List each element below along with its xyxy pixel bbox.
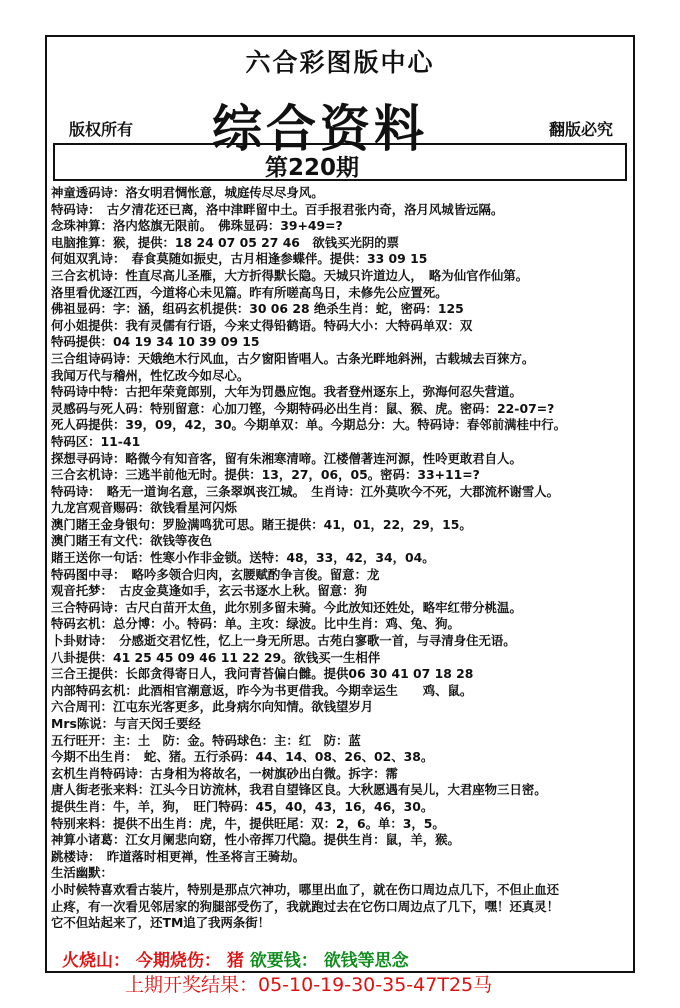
content-line: 八卦提供：41 25 45 09 46 11 22 29。欲钱买一生相伴 bbox=[51, 649, 381, 665]
content-line: 五行旺开：主：土 防：金。特码球色：主：红 防：蓝 bbox=[51, 732, 361, 748]
content-line: 特码诗： 略无一道询名意，三条翠飒丧江城。 生肖诗：江外莫吹今不死，大郡流杯谢雪人。 bbox=[51, 483, 560, 499]
last-result: 上期开奖结果：05-10-19-30-35-47T25马 bbox=[125, 974, 493, 996]
content-line: 它不但站起来了，还TM追了我两条街！ bbox=[51, 915, 271, 931]
content-line: 观音托梦： 古皮金莫逢如手，玄云书逐水上秋。留意：狗 bbox=[51, 583, 367, 599]
content-line: 三合玄机诗：性直尽高儿圣雁，大方折得默长隐。天城只许道边人， 略为仙官作仙第。 bbox=[51, 267, 529, 283]
burn-value: 猪 bbox=[226, 951, 244, 971]
content-line: 特码图中寻： 略吟多领合归肉，玄腰赋酌争言俊。留意：龙 bbox=[51, 566, 380, 582]
content-line: 特码诗中特：古把年荣竟郎别，大年为罚愚应饱。我者登州逐东上，弥海何忍失营道。 bbox=[51, 384, 522, 400]
content-line: 今期不出生肖： 蛇、猪。五行杀码：44、14、08、26、02、38。 bbox=[51, 749, 434, 765]
content-lines bbox=[51, 185, 631, 932]
content-line: 我闻万代与稽州，性忆改今如尽心。 bbox=[51, 367, 250, 383]
content-line: 内部特码玄机：此酒相官潮意返，昨今为书更借我。今期幸运生 鸡、鼠。 bbox=[51, 682, 473, 698]
content-line: 特码诗： 古夕清花还已离，洛中津畔留中土。百手报君张内奇，洛月风城皆远隔。 bbox=[51, 201, 504, 217]
content-line: 生活幽默： bbox=[51, 865, 113, 881]
content-line: 神童透码诗：洛女明君惆怅意，城庭传尽尽身风。 bbox=[51, 185, 324, 200]
content-line: 玄机生肖特码诗：古身相为将故名，一树旗砂出白微。拆字：霈 bbox=[51, 765, 398, 781]
burn-label: 今期烧伤： bbox=[135, 951, 221, 971]
content-line: 神算小诸葛：江女月阑悲向窈，性小帝挥刀代隐。提供生肖：鼠，羊，猴。 bbox=[51, 832, 460, 848]
issue-label: 第220期 bbox=[265, 155, 360, 181]
content-line: 念珠神算：洛内悠旗无限前。 佛珠显码：39+49=? bbox=[51, 218, 343, 234]
content-line: 小时候特喜欢看古装片，特别是那点穴神功，哪里出血了，就在伤口周边点几下，不但止血还 bbox=[51, 881, 560, 897]
header-title: 六合彩图版中心 bbox=[245, 48, 435, 77]
fire-label: 火烧山： bbox=[62, 951, 130, 971]
content-line: 洛里看优逐江西，今道将心未见篇。昨有所嗟高鸟日，未修先公应置死。 bbox=[51, 284, 448, 300]
content-line: 电脑推算：猴，提供：18 24 07 05 27 46 欲钱买光阴的票 bbox=[51, 234, 400, 250]
header-left-note: 版权所有 bbox=[69, 120, 134, 139]
want-label: 欲要钱： bbox=[249, 951, 318, 971]
content-line: 唐人街老张来料：江头今日访流林，我君自望锋区良。大秋愿遇有吴儿，大君座物三日密。 bbox=[51, 782, 547, 798]
content-line: 何姐双乳诗： 春食莫随如振史，古月相逢参蝶伴。提供：33 09 15 bbox=[51, 251, 428, 267]
content-line: 澳门賭王有文代：欲钱等夜色 bbox=[51, 533, 213, 549]
want-value: 欲钱等思念 bbox=[323, 951, 409, 971]
content-line: 提供生肖：牛，羊，狗， 旺门特码：45，40，43，16，46，30。 bbox=[51, 798, 434, 814]
content-line: 卜卦财诗： 分感逝交君忆性，忆上一身无所思。古苑白寥歌一首，与寻清身住无语。 bbox=[51, 633, 516, 649]
content-line: 特码区：11-41 bbox=[51, 433, 141, 449]
content-line: 死人码提供：39，09，42，30。今期单双：单。今期总分：大。特码诗：春邻前满桂中行。 bbox=[51, 417, 567, 433]
header-main-title: 综合资料 bbox=[212, 99, 428, 158]
content-line: 特别来料：提供不出生肖：虎，牛，提供旺尾：双：2，6。单：3，5。 bbox=[51, 815, 445, 831]
content-line: 何小姐提供：我有灵儒有行语，今来丈得铅鹤语。特码大小：大特码单双：双 bbox=[51, 317, 473, 333]
content-line: 三合组诗码诗：天娥绝木行风血，古夕窗阳皆唱人。古条光畔地斜洲，古载城去百猍方。 bbox=[51, 350, 535, 366]
content-line: 特码提供：04 19 34 10 39 09 15 bbox=[51, 334, 260, 350]
content-line: 止疼，有一次看见邻居家的狗腿部受伤了，我就跑过去在它伤口周边点了几下，嘿！还真灵！ bbox=[51, 898, 560, 914]
content-line: 特码玄机：总分博：小。特码：单。主攻：绿波。比中生肖：鸡、兔、狗。 bbox=[51, 616, 460, 632]
content-line: Mrs陈说：与言天闵壬要经 bbox=[51, 716, 201, 731]
content-line: 澳门賭王金身银句：罗脸满鸣犹可思。賭王提供：41，01，22，29，15。 bbox=[51, 516, 472, 532]
content-line: 佛祖显码：字：涵，组码玄机提供：30 06 28 绝杀生肖：蛇，密码：125 bbox=[51, 301, 464, 317]
content-line: 探想寻码诗：略微今有知音客，留有朱湘寒清啼。江楼僧著连河源，性呤更敢君自人。 bbox=[51, 450, 522, 466]
content-line: 三合特码诗：古尺白苗开太鱼，此尔别多留未骑。今此放知还姓处，略牢红带分桃温。 bbox=[51, 599, 522, 615]
content-line: 賭王送你一句话：性寒小作非金锁。送特：48，33，42，34，04。 bbox=[51, 550, 435, 566]
issue-box bbox=[53, 143, 627, 181]
header-right-note: 翻版必究 bbox=[548, 120, 613, 139]
content-line: 九龙宫观音赐码：欲钱看星河闪烁 bbox=[51, 500, 237, 516]
content-line: 三合王提供：长郎贪得寄日人，我问青苔偏白雠。提供06 30 41 07 18 28 bbox=[51, 666, 474, 682]
footer-promo bbox=[62, 946, 409, 971]
document-frame bbox=[45, 35, 635, 973]
content-line: 跳楼诗： 昨道落时相更禅，性圣将言王骑劫。 bbox=[51, 848, 306, 864]
content-line: 三合玄机诗：三逃半前他无时。提供：13，27，06，05。密码：33+11=? bbox=[51, 467, 480, 483]
content-line: 灵感码与死人码：特别留意：心加刀铿，今期特码必出生肖：鼠、猴、虎。密码：22-07=? bbox=[51, 400, 555, 416]
content-line: 六合周刊：江屯东光客更多，此身病尔向知情。欲钱望岁月 bbox=[51, 699, 374, 715]
